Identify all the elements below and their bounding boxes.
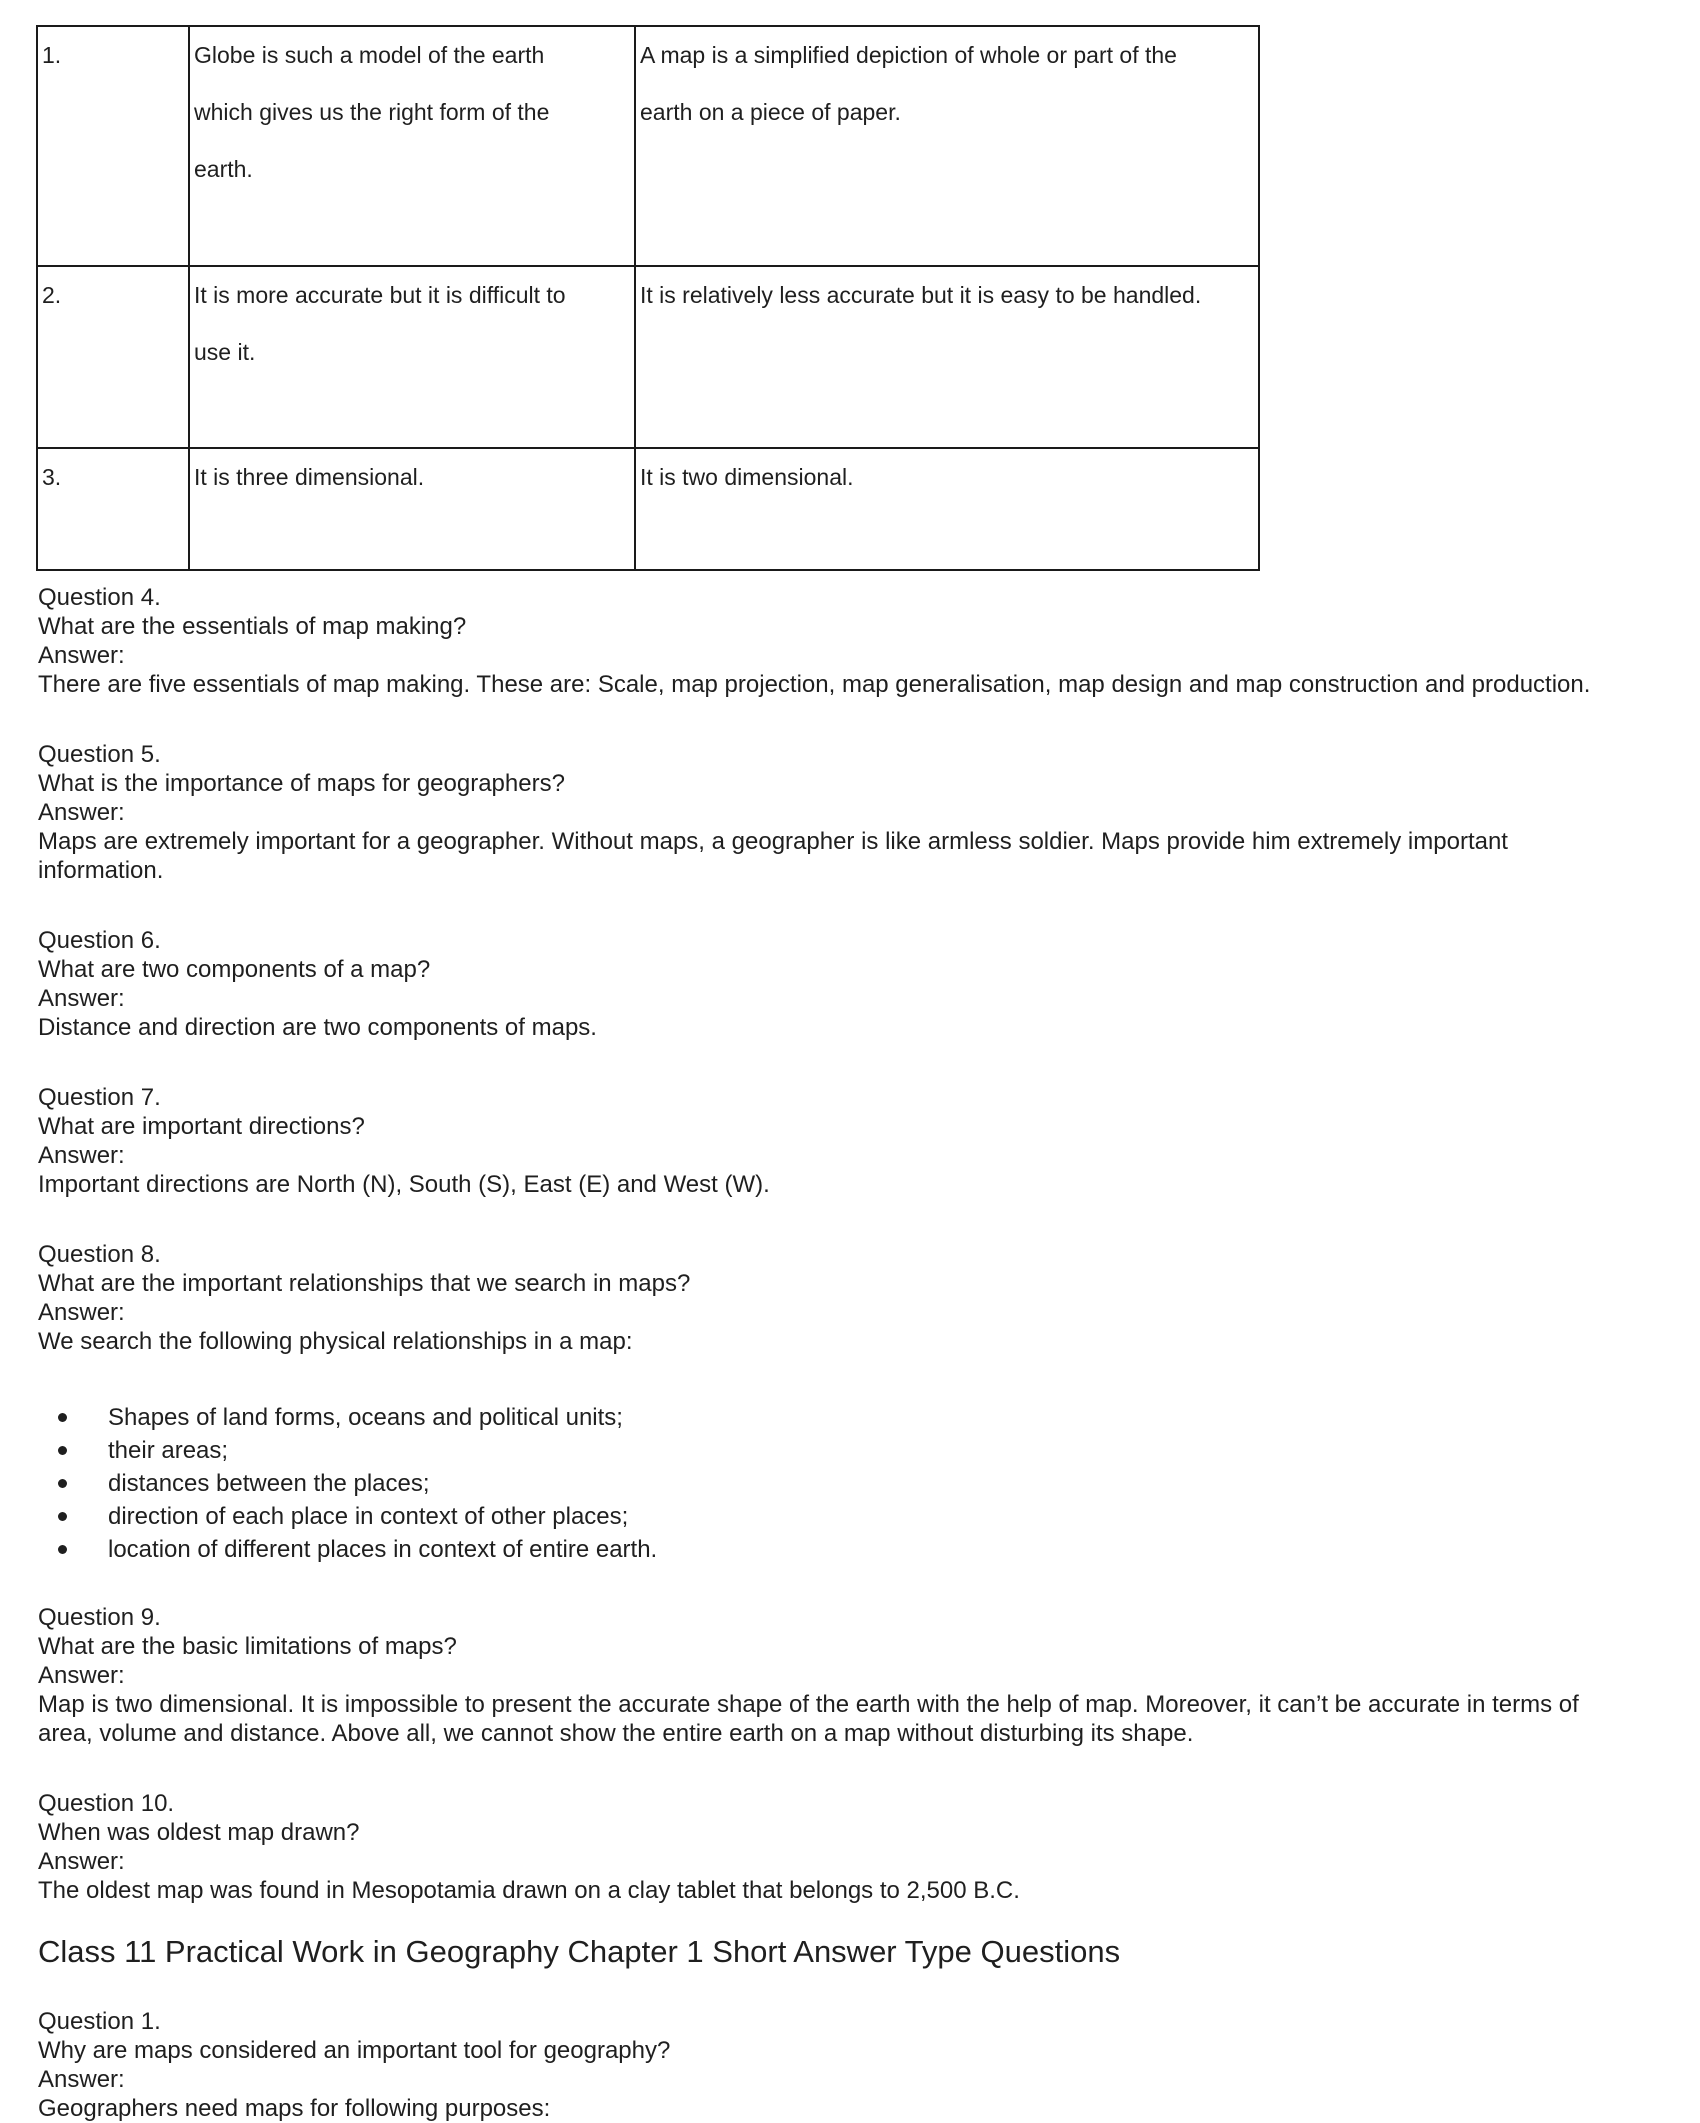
section-heading: Class 11 Practical Work in Geography Chapter 1 Short Answer Type Questions <box>38 1934 1121 1969</box>
cell-line: It is relatively less accurate but it is easy to be handled. <box>640 282 1202 308</box>
list-item-text: Shapes of land forms, oceans and political units; <box>108 1404 623 1431</box>
row-number: 2. <box>42 282 62 308</box>
list-item <box>38 1500 1700 1533</box>
list-item <box>38 1401 1700 1434</box>
bullet-list <box>38 1401 1700 1566</box>
cell-line: earth. <box>194 156 253 182</box>
question-label: Question 1. <box>38 2008 161 2035</box>
question-label: Question 9. <box>38 1604 161 1631</box>
qa-block-question-1 <box>38 2007 1700 2123</box>
question-text: What are important directions? <box>38 1113 365 1140</box>
row-number-cell <box>37 26 189 266</box>
globe-cell <box>189 26 635 266</box>
list-item-text: location of different places in context of entire earth. <box>108 1536 658 1563</box>
globe-vs-map-comparison-table <box>36 25 1260 571</box>
qa-block-question-5 <box>38 740 1700 885</box>
map-cell <box>635 26 1259 266</box>
row-number-cell <box>37 266 189 448</box>
question-label: Question 6. <box>38 927 161 954</box>
question-text: What are the important relationships that we search in maps? <box>38 1270 691 1297</box>
bullet-icon <box>58 1413 67 1422</box>
qa-block-question-4 <box>38 583 1700 699</box>
answer-text: There are five essentials of map making. These are: Scale, map projection, map generalisation, map design and map construction and production. <box>38 671 1591 698</box>
row-number: 3. <box>42 464 62 490</box>
answer-label: Answer: <box>38 985 125 1012</box>
answer-text: information. <box>38 857 164 884</box>
question-text: What are two components of a map? <box>38 956 431 983</box>
bullet-icon <box>58 1479 67 1488</box>
cell-line: A map is a simplified depiction of whole or part of the <box>640 42 1177 68</box>
answer-text: Maps are extremely important for a geographer. Without maps, a geographer is like armless soldier. Maps provide him extremely important <box>38 828 1508 855</box>
answer-label: Answer: <box>38 1142 125 1169</box>
map-cell <box>635 266 1259 448</box>
cell-line: Globe is such a model of the earth <box>194 42 545 68</box>
question-text: What are the essentials of map making? <box>38 613 467 640</box>
answer-text: Geographers need maps for following purposes: <box>38 2095 551 2122</box>
answer-label: Answer: <box>38 1299 125 1326</box>
list-item-text: direction of each place in context of other places; <box>108 1503 629 1530</box>
qa-block-question-9 <box>38 1603 1700 1748</box>
qa-block-question-10 <box>38 1789 1700 1905</box>
globe-cell <box>189 448 635 570</box>
question-text: Why are maps considered an important tool for geography? <box>38 2037 671 2064</box>
question-label: Question 5. <box>38 741 161 768</box>
qa-block-question-8 <box>38 1240 1700 1356</box>
question-text: What are the basic limitations of maps? <box>38 1633 457 1660</box>
table-row <box>37 266 1259 448</box>
list-item <box>38 1467 1700 1500</box>
cell-line: It is more accurate but it is difficult to <box>194 282 566 308</box>
row-number-cell <box>37 448 189 570</box>
cell-line: use it. <box>194 339 256 365</box>
answer-text: Distance and direction are two components of maps. <box>38 1014 597 1041</box>
list-item <box>38 1434 1700 1467</box>
answer-label: Answer: <box>38 1848 125 1875</box>
list-item <box>38 1533 1700 1566</box>
answer-label: Answer: <box>38 1662 125 1689</box>
table-row <box>37 448 1259 570</box>
qa-block-question-6 <box>38 926 1700 1042</box>
bullet-icon <box>58 1446 67 1455</box>
table-row <box>37 26 1259 266</box>
answer-label: Answer: <box>38 2066 125 2093</box>
question-label: Question 10. <box>38 1790 175 1817</box>
question-label: Question 4. <box>38 584 161 611</box>
list-item-text: distances between the places; <box>108 1470 430 1497</box>
cell-line: It is two dimensional. <box>640 464 854 490</box>
answer-label: Answer: <box>38 642 125 669</box>
list-item-text: their areas; <box>108 1437 229 1464</box>
question-text: What is the importance of maps for geographers? <box>38 770 565 797</box>
answer-text: We search the following physical relationships in a map: <box>38 1328 633 1355</box>
question-text: When was oldest map drawn? <box>38 1819 360 1846</box>
qa-block-question-7 <box>38 1083 1700 1199</box>
question-label: Question 7. <box>38 1084 161 1111</box>
answer-text: The oldest map was found in Mesopotamia drawn on a clay tablet that belongs to 2,500 B.C. <box>38 1877 1020 1904</box>
cell-line: earth on a piece of paper. <box>640 99 901 125</box>
answer-text: area, volume and distance. Above all, we cannot show the entire earth on a map without disturbing its shape. <box>38 1720 1194 1747</box>
cell-line: It is three dimensional. <box>194 464 425 490</box>
bullet-icon <box>58 1512 67 1521</box>
row-number: 1. <box>42 42 62 68</box>
cell-line: which gives us the right form of the <box>194 99 550 125</box>
map-cell <box>635 448 1259 570</box>
answer-text: Map is two dimensional. It is impossible to present the accurate shape of the earth with the help of map. Moreover, it can’t be accurate in terms of <box>38 1691 1579 1718</box>
question-label: Question 8. <box>38 1241 161 1268</box>
bullet-icon <box>58 1545 67 1554</box>
globe-cell <box>189 266 635 448</box>
answer-text: Important directions are North (N), South (S), East (E) and West (W). <box>38 1171 770 1198</box>
answer-label: Answer: <box>38 799 125 826</box>
